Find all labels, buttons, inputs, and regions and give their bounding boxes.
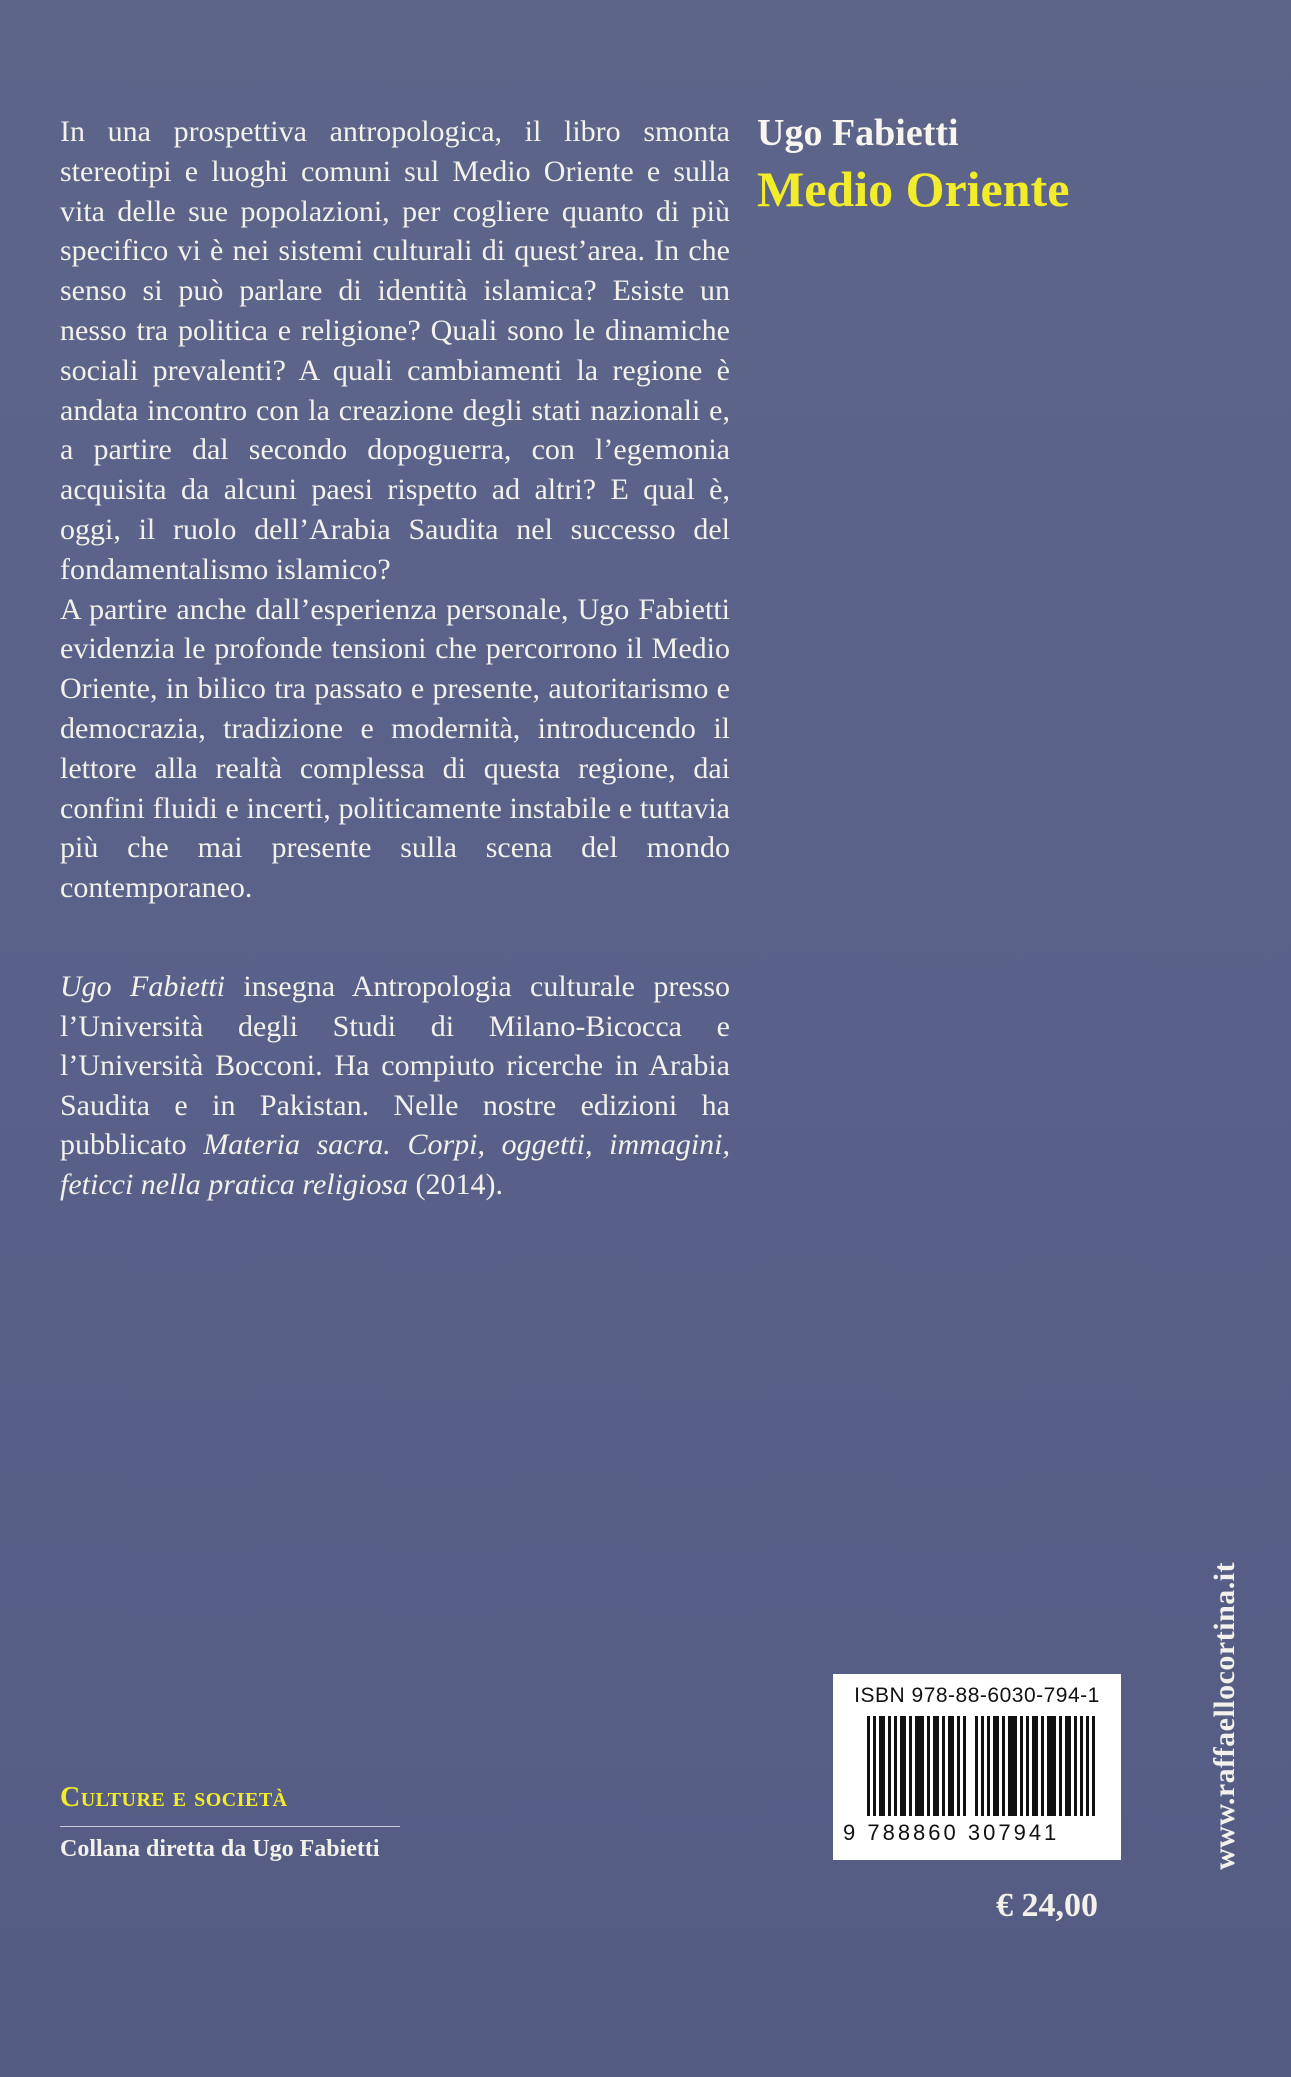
author-name: Ugo Fabietti [757, 112, 959, 154]
author-bio [60, 967, 730, 1204]
blurb-paragraph-1: In una prospettiva antropologica, il libro smonta stereotipi e luoghi comuni sul Medio Oriente e sulla vita delle sue popolazioni, per cogliere quanto di più specifico vi è nei sistemi culturali di quest’area. In che senso si può parlare di identità islamica? Esiste un nesso tra politica e religione? Quali sono le dinamiche sociali prevalenti? A quali cambiamenti la regione è andata incontro con la creazione degli stati nazionali e, a partire dal secondo dopoguerra, con l’egemonia acquisita da alcuni paesi rispetto ad altri? E qual è, oggi, il ruolo dell’Arabia Saudita nel successo del fondamentalismo islamico? [60, 115, 730, 586]
publisher-website: www.raffaellocortina.it [1208, 1561, 1241, 1870]
barcode [833, 1674, 1121, 1860]
author-bio-text-2: (2014). [408, 1167, 503, 1201]
blurb-paragraph-2: A partire anche dall’esperienza personale, Ugo Fabietti evidenzia le profonde tensioni che percorrono il Medio Oriente, in bilico tra passato e presente, autoritarismo e democrazia, tradizione e modernità, introducendo il lettore alla realtà complessa di questa regione, dai confini fluidi e incerti, politicamente instabile e tuttavia più che mai presente sulla scena del mondo contemporaneo. [60, 592, 730, 905]
author-bio-name: Ugo Fabietti [60, 970, 226, 1003]
book-title: Medio Oriente [757, 161, 1070, 217]
author-bio-text [60, 967, 730, 1204]
series-name: Culture e società [60, 1782, 288, 1813]
isbn-label: ISBN 978-88-6030-794-1 [854, 1684, 1100, 1707]
book-blurb [60, 112, 730, 908]
barcode-digits: 9 788860 307941 [843, 1820, 1060, 1845]
price: € 24,00 [996, 1887, 1098, 1924]
author-bio-text-1: insegna Antropologia culturale presso l’Università degli Studi di Milano-Bicocca e l’Università Bocconi. Ha compiuto ricerche in Arabia Saudita e in Pakistan. Nelle nostre edizioni ha pubblicato [60, 970, 730, 1161]
author-bio-book: Materia sacra. Corpi, oggetti, immagini, feticci nella pratica religiosa [60, 1128, 730, 1201]
barcode-bars [867, 1716, 1095, 1816]
series-subtitle: Collana diretta da Ugo Fabietti [60, 1836, 380, 1862]
series-divider [60, 1826, 400, 1827]
